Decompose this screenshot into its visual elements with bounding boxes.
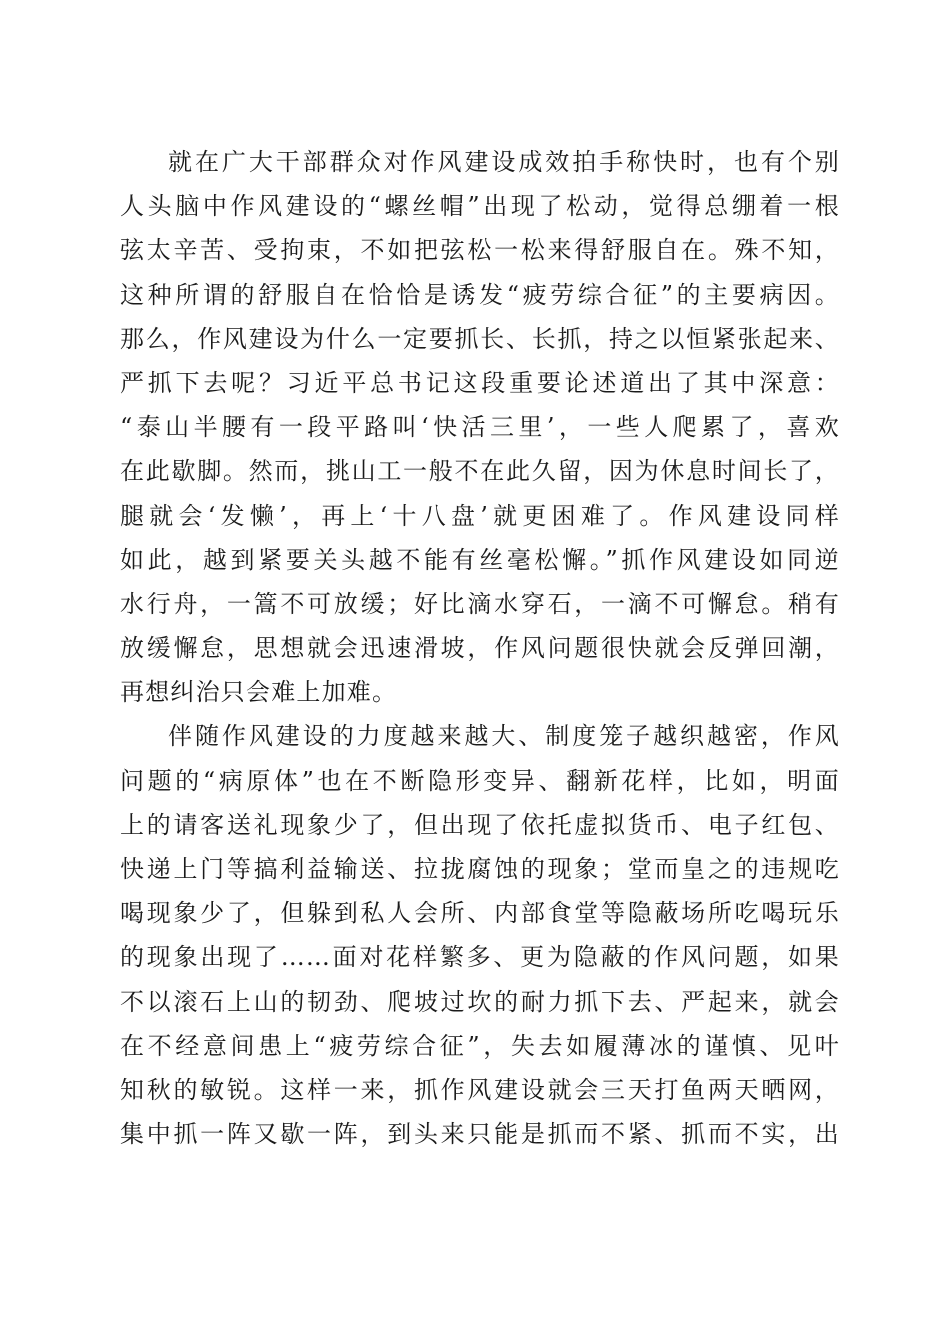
text-line: 的现象出现了……面对花样繁多、更为隐蔽的作风问题，如果: [120, 943, 840, 972]
text-line: 伴随作风建设的力度越来越大、制度笼子越织越密，作风: [168, 722, 840, 751]
text-line: 知秋的敏锐。这样一来，抓作风建设就会三天打鱼两天晒网，: [120, 1075, 840, 1104]
text-line: 喝现象少了，但躲到私人会所、内部食堂等隐蔽场所吃喝玩乐: [120, 899, 840, 928]
body-text: [120, 140, 840, 1156]
text-line: 放缓懈怠，思想就会迅速滑坡，作风问题很快就会反弹回潮，: [120, 634, 840, 663]
paragraph: [120, 140, 840, 714]
text-line: 弦太辛苦、受拘束，不如把弦松一松来得舒服自在。殊不知，: [120, 236, 840, 265]
text-line: 集中抓一阵又歇一阵，到头来只能是抓而不紧、抓而不实，出: [120, 1120, 840, 1149]
text-line: 腿就会‘发懒’，再上‘十八盘’就更困难了。作风建设同样: [120, 501, 840, 530]
text-line: 如此，越到紧要关头越不能有丝毫松懈。”抓作风建设如同逆: [120, 545, 840, 574]
text-line: 在不经意间患上“疲劳综合征”，失去如履薄冰的谨慎、见叶: [120, 1031, 840, 1060]
text-line: 不以滚石上山的韧劲、爬坡过坎的耐力抓下去、严起来，就会: [120, 987, 840, 1016]
text-line: 这种所谓的舒服自在恰恰是诱发“疲劳综合征”的主要病因。: [120, 280, 840, 309]
text-line: 严抓下去呢？习近平总书记这段重要论述道出了其中深意：: [120, 368, 840, 397]
text-line: 再想纠治只会难上加难。: [120, 678, 398, 707]
text-line: 水行舟，一篙不可放缓；好比滴水穿石，一滴不可懈怠。稍有: [120, 589, 840, 618]
text-line: 问题的“病原体”也在不断隐形变异、翻新花样，比如，明面: [120, 766, 840, 795]
text-line: 人头脑中作风建设的“螺丝帽”出现了松动，觉得总绷着一根: [120, 192, 840, 221]
text-line: “泰山半腰有一段平路叫‘快活三里’，一些人爬累了，喜欢: [120, 413, 840, 442]
text-line: 上的请客送礼现象少了，但出现了依托虚拟货币、电子红包、: [120, 810, 840, 839]
text-line: 快递上门等搞利益输送、拉拢腐蚀的现象；堂而皇之的违规吃: [120, 855, 840, 883]
paragraph: [120, 714, 840, 1156]
text-line: 在此歇脚。然而，挑山工一般不在此久留，因为休息时间长了，: [120, 457, 840, 486]
text-line: 那么，作风建设为什么一定要抓长、长抓，持之以恒紧张起来、: [120, 324, 840, 353]
text-line: 就在广大干部群众对作风建设成效拍手称快时，也有个别: [168, 148, 840, 176]
